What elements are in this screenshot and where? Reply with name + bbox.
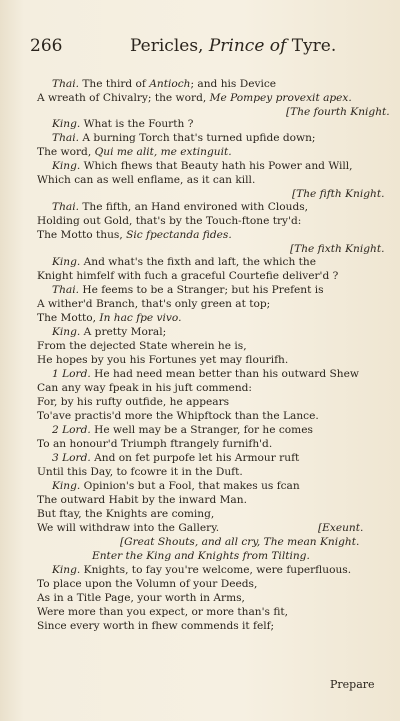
text-line: Were more than you expect, or more than's fit, <box>37 606 289 618</box>
text-line: We will withdraw into the Gallery. <box>37 522 220 534</box>
text-line: For, by his rufty outfide, he appears <box>37 396 230 408</box>
text-line: Holding out Gold, that's by the Touch-ftone try'd: <box>37 215 302 227</box>
text-line: Thai. The third of Antioch; and his Device <box>52 78 277 90</box>
stage-direction: Enter the King and Knights from Tilting. <box>92 550 310 562</box>
text-line: King. A pretty Moral; <box>52 326 167 338</box>
stage-direction: [The fixth Knight. <box>290 243 385 255</box>
text-line: A wreath of Chivalry; the word, Me Pompey provexit apex. <box>37 92 352 104</box>
running-title: Pericles, Prince of Tyre. <box>130 36 337 56</box>
text-line: A wither'd Branch, that's only green at top; <box>37 298 271 310</box>
text-line: The outward Habit by the inward Man. <box>37 494 247 506</box>
stage-direction: [The fifth Knight. <box>292 188 385 200</box>
text-line: To place upon the Volumn of your Deeds, <box>37 578 258 590</box>
text-line: Until this Day, to fcowre it in the Duft. <box>37 466 243 478</box>
text-line: But ftay, the Knights are coming, <box>37 508 215 520</box>
text-line: King. Knights, to fay you're welcome, were fuperfluous. <box>52 564 352 576</box>
exeunt-direction: [Exeunt. <box>318 522 364 534</box>
text-line: He hopes by you his Fortunes yet may flourifh. <box>37 354 289 366</box>
page-number: 266 <box>30 36 63 56</box>
text-line: The Motto, In hac fpe vivo. <box>37 312 182 324</box>
text-line: To'ave practis'd more the Whipftock than the Lance. <box>37 410 319 422</box>
text-line: Thai. A burning Torch that's turned upfide down; <box>52 132 316 144</box>
text-line: King. And what's the fixth and laft, the which the <box>52 256 317 268</box>
text-line: To an honour'd Triumph ftrangely furnifh'd. <box>37 438 273 450</box>
text-line: 3 Lord. And on fet purpofe let his Armour ruft <box>52 452 300 464</box>
text-line: As in a Title Page, your worth in Arms, <box>37 592 245 604</box>
text-line: 2 Lord. He well may be a Stranger, for he comes <box>52 424 313 436</box>
stage-direction: [The fourth Knight. <box>286 106 390 118</box>
stage-direction: [Great Shouts, and all cry, The mean Knight. <box>120 536 360 548</box>
text-line: King. What is the Fourth ? <box>52 118 194 130</box>
catchword: Prepare <box>330 678 375 691</box>
text-line: Thai. He feems to be a Stranger; but his Prefent is <box>52 284 324 296</box>
text-line: From the dejected State wherein he is, <box>37 340 247 352</box>
text-line: 1 Lord. He had need mean better than his outward Shew <box>52 368 359 380</box>
text-line: Knight himfelf with fuch a graceful Courtefie deliver'd ? <box>37 270 339 282</box>
text-line: King. Which fhews that Beauty hath his Power and Will, <box>52 160 353 172</box>
running-header <box>30 36 370 60</box>
text-line: King. Opinion's but a Fool, that makes us fcan <box>52 480 300 492</box>
text-line: Can any way fpeak in his juft commend: <box>37 382 253 394</box>
text-line: The word, Qui me alit, me extinguit. <box>37 146 232 158</box>
text-line: The Motto thus, Sic fpectanda fides. <box>37 229 232 241</box>
text-line: Thai. The fifth, an Hand environed with Clouds, <box>52 201 309 213</box>
text-line: Since every worth in fhew commends it felf; <box>37 620 275 632</box>
text-line: Which can as well enflame, as it can kill. <box>37 174 256 186</box>
